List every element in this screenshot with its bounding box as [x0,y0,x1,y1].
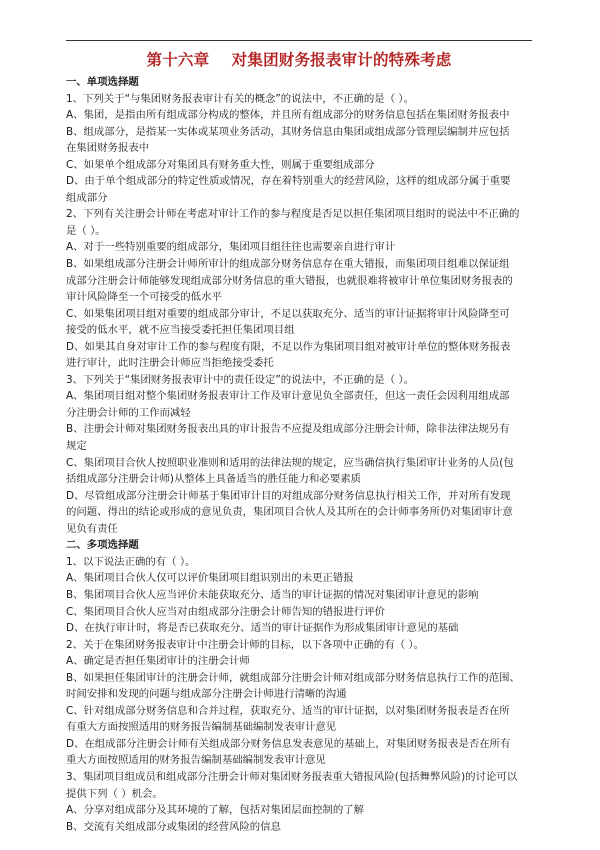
top-divider [66,40,532,41]
option-text: B、组成部分，是指某一实体或某项业务活动，其财务信息由集团或组成部分管理层编制并应包括 [66,125,510,138]
option-text: A、集团项目合伙人仅可以评价集团项目组识别出的未更正错报 [66,572,354,585]
option-text: 时间安排和发现的问题与组成部分注册会计师进行清晰的沟通 [66,688,347,701]
question-text: 1、下列关于“与集团财务报表审计有关的概念”的说法中，不正确的是（ ）。 [66,92,414,105]
option-text: 括组成部分注册会计师)从整体上具备适当的胜任能力和必要素质 [66,473,361,486]
option-text: 规定 [66,440,87,453]
option-text: 进行审计，此时注册会计师应当拒绝接受委托 [66,357,274,370]
option-text: A、对于一些特别重要的组成部分，集团项目组往往也需要亲自进行审计 [66,241,396,254]
option-text: D、由于单个组成部分的特定性质或情况，存在着特别重大的经营风险，这样的组成部分属于重要 [66,175,511,188]
option-text: 分注册会计师的工作而减轻 [66,406,191,419]
option-text: C、集团项目合伙人应当对由组成部分注册会计师告知的错报进行评价 [66,605,385,618]
option-text: B、注册会计师对集团财务报表出具的审计报告不应提及组成部分注册会计师，除非法律法规另有 [66,423,510,436]
option-text: 的问题、得出的结论或形成的意见负责，集团项目合伙人及其所在的会计师事务所仍对集团审计意 [66,506,513,519]
document-body [66,74,532,835]
question-text: 1、以下说法正确的有（ ）。 [66,555,196,568]
option-text: A、确定是否担任集团审计的注册会计师 [66,655,250,668]
option-text: D、在执行审计时，将是否已获取充分、适当的审计证据作为形成集团审计意见的基础 [66,622,459,635]
chapter-title: 第十六章 对集团财务报表审计的特殊考虑 [146,50,452,69]
option-text: 有重大方面按照适用的财务报告编制基础编制发表审计意见 [66,721,337,734]
option-text: 在集团财务报表中 [66,142,150,155]
option-text: B、如果组成部分注册会计师所审计的组成部分财务信息存在重大错报，而集团项目组难以保证组 [66,258,510,271]
option-text: C、如果集团项目组对重要的组成部分审计，不足以获取充分、适当的审计证据将审计风险降至可 [66,307,510,320]
option-text: C、集团项目合伙人按照职业准则和适用的法律法规的规定，应当确信执行集团审计业务的人员(包 [66,456,514,469]
option-text: 组成部分 [66,191,108,204]
option-text: D、尽管组成部分注册会计师基于集团审计目的对组成部分财务信息执行相关工作，并对所有发现 [66,489,511,502]
option-text: 重大方面按照适用的财务报告编制基础编制发表审计意见 [66,754,326,767]
option-text: 接受的低水平，就不应当接受委托担任集团项目组 [66,324,295,337]
option-text: D、如果其自身对审计工作的参与程度有限，不足以作为集团项目组对被审计单位的整体财务报表 [66,340,511,353]
option-text: 成部分注册会计师能够发现组成部分财务信息的重大错报，也就很难将被审计单位集团财务报表的 [66,274,513,287]
option-text: A、集团项目组对整个集团财务报表审计工作及审计意见负全部责任，但这一责任会因利用组成部 [66,390,510,403]
option-text: 审计风险降至一个可接受的低水平 [66,291,222,304]
option-text: B、交流有关组成部分或集团的经营风险的信息 [66,820,281,833]
section-heading: 一、单项选择题 [66,76,139,88]
question-text: 3、下列关于“集团财务报表审计中的责任设定”的说法中，不正确的是（ ）。 [66,373,414,386]
question-text: 2、关于在集团财务报表审计中注册会计师的目标，以下各项中正确的有（ ）。 [66,638,424,651]
option-text: B、集团项目合伙人应当评价未能获取充分、适当的审计证据的情况对集团审计意见的影响 [66,588,479,601]
option-text: A、集团，是指由所有组成部分构成的整体，并且所有组成部分的财务信息包括在集团财务报表中 [66,109,510,122]
option-text: D、在组成部分注册会计师有关组成部分财务信息发表意见的基础上，对集团财务报表是否在所有 [66,737,511,750]
option-text: A、分享对组成部分及其环境的了解，包括对集团层面控制的了解 [66,804,365,817]
option-text: C、如果单个组成部分对集团具有财务重大性，则属于重要组成部分 [66,158,375,171]
question-text: 是（ ）。 [66,224,106,237]
option-text: B、如果担任集团审计的注册会计师，就组成部分注册会计师对组成部分财务信息执行工作的范围、 [66,671,520,684]
question-text: 提供下列（ ）机会。 [66,787,163,800]
question-text: 3、集团项目组成员和组成部分注册会计师对集团财务报表重大错报风险(包括舞弊风险)的讨论可以 [66,770,518,783]
section-heading: 二、多项选择题 [66,539,139,552]
option-text: 见负有责任 [66,522,118,535]
option-text: C、针对组成部分财务信息和合并过程，获取充分、适当的审计证据，以对集团财务报表是否在所 [66,704,510,717]
question-text: 2、下列有关注册会计师在考虑对审计工作的参与程度是否足以担任集团项目组时的说法中不正确的 [66,208,520,221]
